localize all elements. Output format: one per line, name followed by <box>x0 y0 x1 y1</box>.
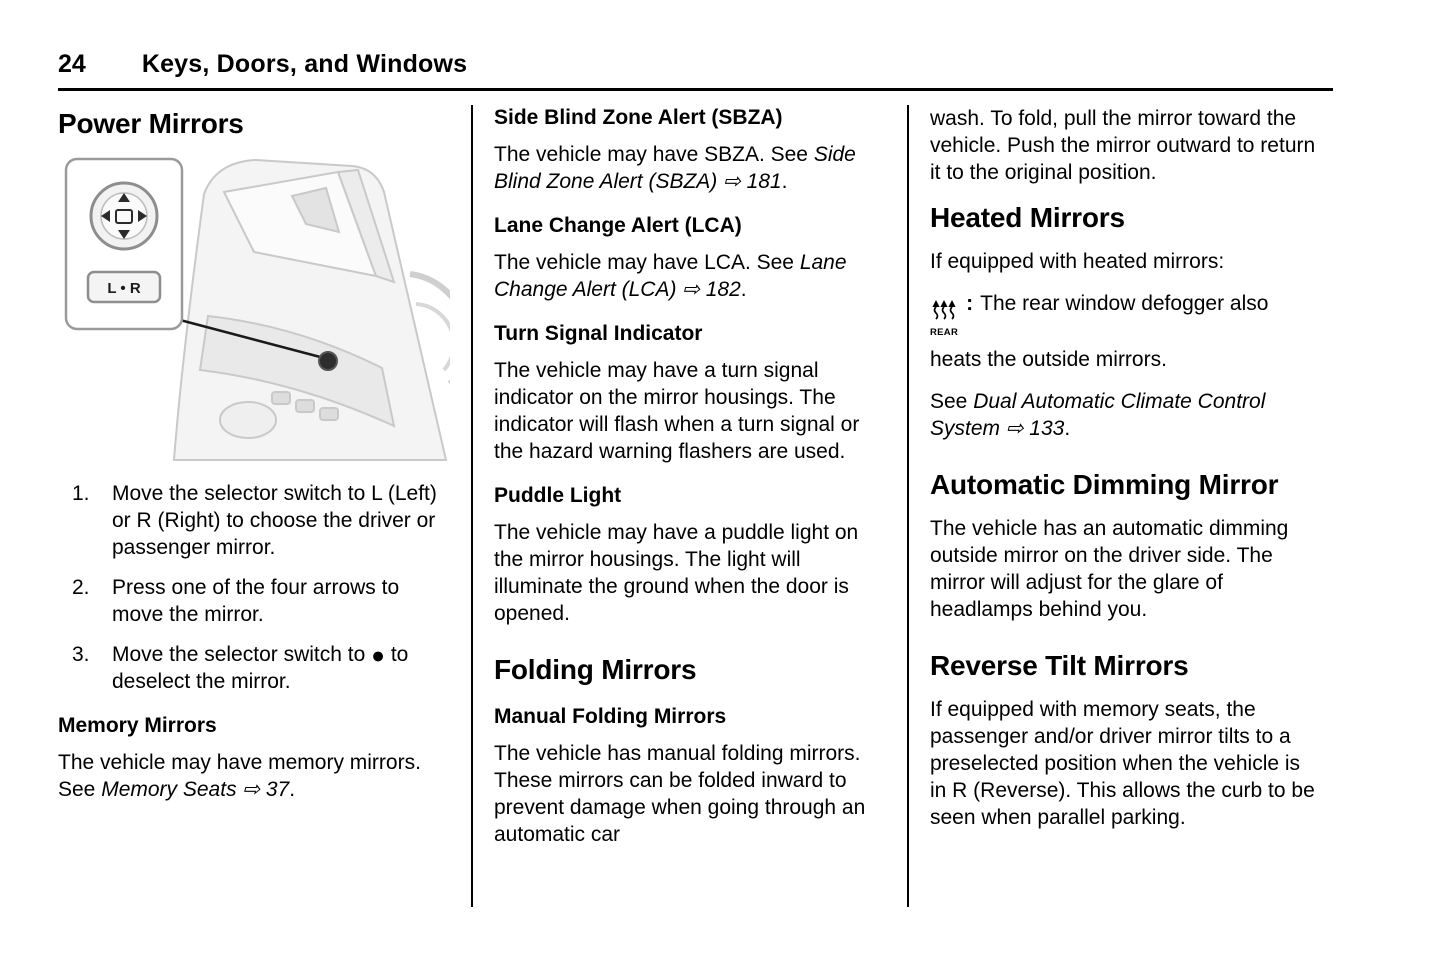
sbza-paragraph <box>494 141 886 195</box>
step-3 <box>58 641 450 695</box>
heated-see-text: See <box>930 390 974 413</box>
manual-folding-paragraph: The vehicle has manual folding mirrors. These mirrors can be folded inward to prevent damage when going through an automatic car <box>494 742 866 846</box>
rear-defogger-label: REAR <box>930 327 959 338</box>
sbza-period: . <box>781 170 788 193</box>
sbza-crossref: Side Blind Zone Alert (SBZA) ⇨ 181 <box>494 143 856 193</box>
power-mirror-steps <box>58 480 450 695</box>
step-text: Press one of the four arrows to move the mirror. <box>112 576 400 626</box>
step-text: Move the selector switch to L (Left) or R (Right) to choose the driver or passenger mirror. <box>112 482 437 559</box>
section-title-heated-mirrors: Heated Mirrors <box>930 202 1125 233</box>
manual-folding-continuation: wash. To fold, pull the mirror toward the vehicle. Push the mirror outward to return it to the original position. <box>930 107 1316 184</box>
column-divider-2 <box>907 105 909 907</box>
door-illustration-svg <box>58 154 450 462</box>
memory-seats-crossref: Memory Seats ⇨ 37 <box>101 778 290 801</box>
heading-memory-mirrors: Memory Mirrors <box>58 714 217 737</box>
heated-period: . <box>1064 417 1071 440</box>
section-title-automatic-dimming-mirror: Automatic Dimming Mirror <box>930 469 1279 500</box>
step-1 <box>58 480 450 561</box>
memory-mirrors-paragraph <box>58 749 450 803</box>
page-header <box>0 0 1445 79</box>
climate-control-crossref: Dual Automatic Climate Control System ⇨ 133 <box>930 390 1266 440</box>
turn-signal-paragraph: The vehicle may have a turn signal indicator on the mirror housings. The indicator will flash when a turn signal or the hazard warning flashers are used. <box>494 359 860 463</box>
step-3-pre: Move the selector switch to <box>112 643 372 666</box>
lca-text: The vehicle may have LCA. See <box>494 251 800 274</box>
section-title-folding-mirrors: Folding Mirrors <box>494 654 697 685</box>
puddle-light-paragraph: The vehicle may have a puddle light on the mirror housings. The light will illuminate the ground when the door is opened. <box>494 521 859 625</box>
step-number: 3. <box>72 643 90 666</box>
section-title-reverse-tilt-mirrors: Reverse Tilt Mirrors <box>930 650 1189 681</box>
column-middle <box>494 103 886 863</box>
column-left <box>58 103 450 818</box>
mirror-switch-location-dot <box>319 352 337 370</box>
heading-puddle-light: Puddle Light <box>494 484 622 507</box>
deselect-position-symbol: ● <box>371 642 386 668</box>
heading-lca: Lane Change Alert (LCA) <box>494 214 742 237</box>
column-right <box>930 103 1322 846</box>
defogger-text: The rear window defogger also heats the outside mirrors. <box>930 292 1269 371</box>
lca-paragraph <box>494 249 886 303</box>
lca-crossref: Lane Change Alert (LCA) ⇨ 182 <box>494 251 847 301</box>
defogger-colon: : <box>966 292 974 315</box>
defogger-line <box>930 290 1322 373</box>
heading-sbza: Side Blind Zone Alert (SBZA) <box>494 106 783 129</box>
step-3-post: to deselect the mirror. <box>112 643 409 693</box>
automatic-dimming-paragraph: The vehicle has an automatic dimming outside mirror on the driver side. The mirror will adjust for the glare of headlamps behind you. <box>930 517 1289 621</box>
column-divider-1 <box>471 105 473 907</box>
page-number: 24 <box>58 50 86 78</box>
heated-mirrors-crossref-paragraph <box>930 388 1322 442</box>
columns <box>0 91 1445 907</box>
memory-mirrors-text: The vehicle may have memory mirrors. See <box>58 751 421 801</box>
reverse-tilt-paragraph: If equipped with memory seats, the passenger and/or driver mirror tilts to a preselected position when the vehicle is in R (Reverse). This allows the curb to be seen when parallel parking. <box>930 698 1315 829</box>
rear-defogger-glyph <box>931 300 957 320</box>
chapter-title: Keys, Doors, and Windows <box>141 50 468 78</box>
mirror-control-callout <box>66 159 182 329</box>
step-number: 1. <box>72 482 90 505</box>
heading-turn-signal-indicator: Turn Signal Indicator <box>494 322 703 345</box>
selector-switch-label: L • R <box>107 280 141 297</box>
section-title-power-mirrors: Power Mirrors <box>58 108 244 139</box>
door-sketch <box>174 160 450 460</box>
rear-defogger-icon <box>930 300 958 346</box>
heading-manual-folding-mirrors: Manual Folding Mirrors <box>494 705 727 728</box>
step-text <box>112 641 450 695</box>
step-2 <box>58 574 450 628</box>
step-number: 2. <box>72 576 90 599</box>
lca-period: . <box>740 278 747 301</box>
power-mirrors-illustration <box>58 154 450 462</box>
heated-mirrors-intro: If equipped with heated mirrors: <box>930 250 1225 273</box>
sbza-text: The vehicle may have SBZA. See <box>494 143 814 166</box>
memory-mirrors-period: . <box>289 778 296 801</box>
